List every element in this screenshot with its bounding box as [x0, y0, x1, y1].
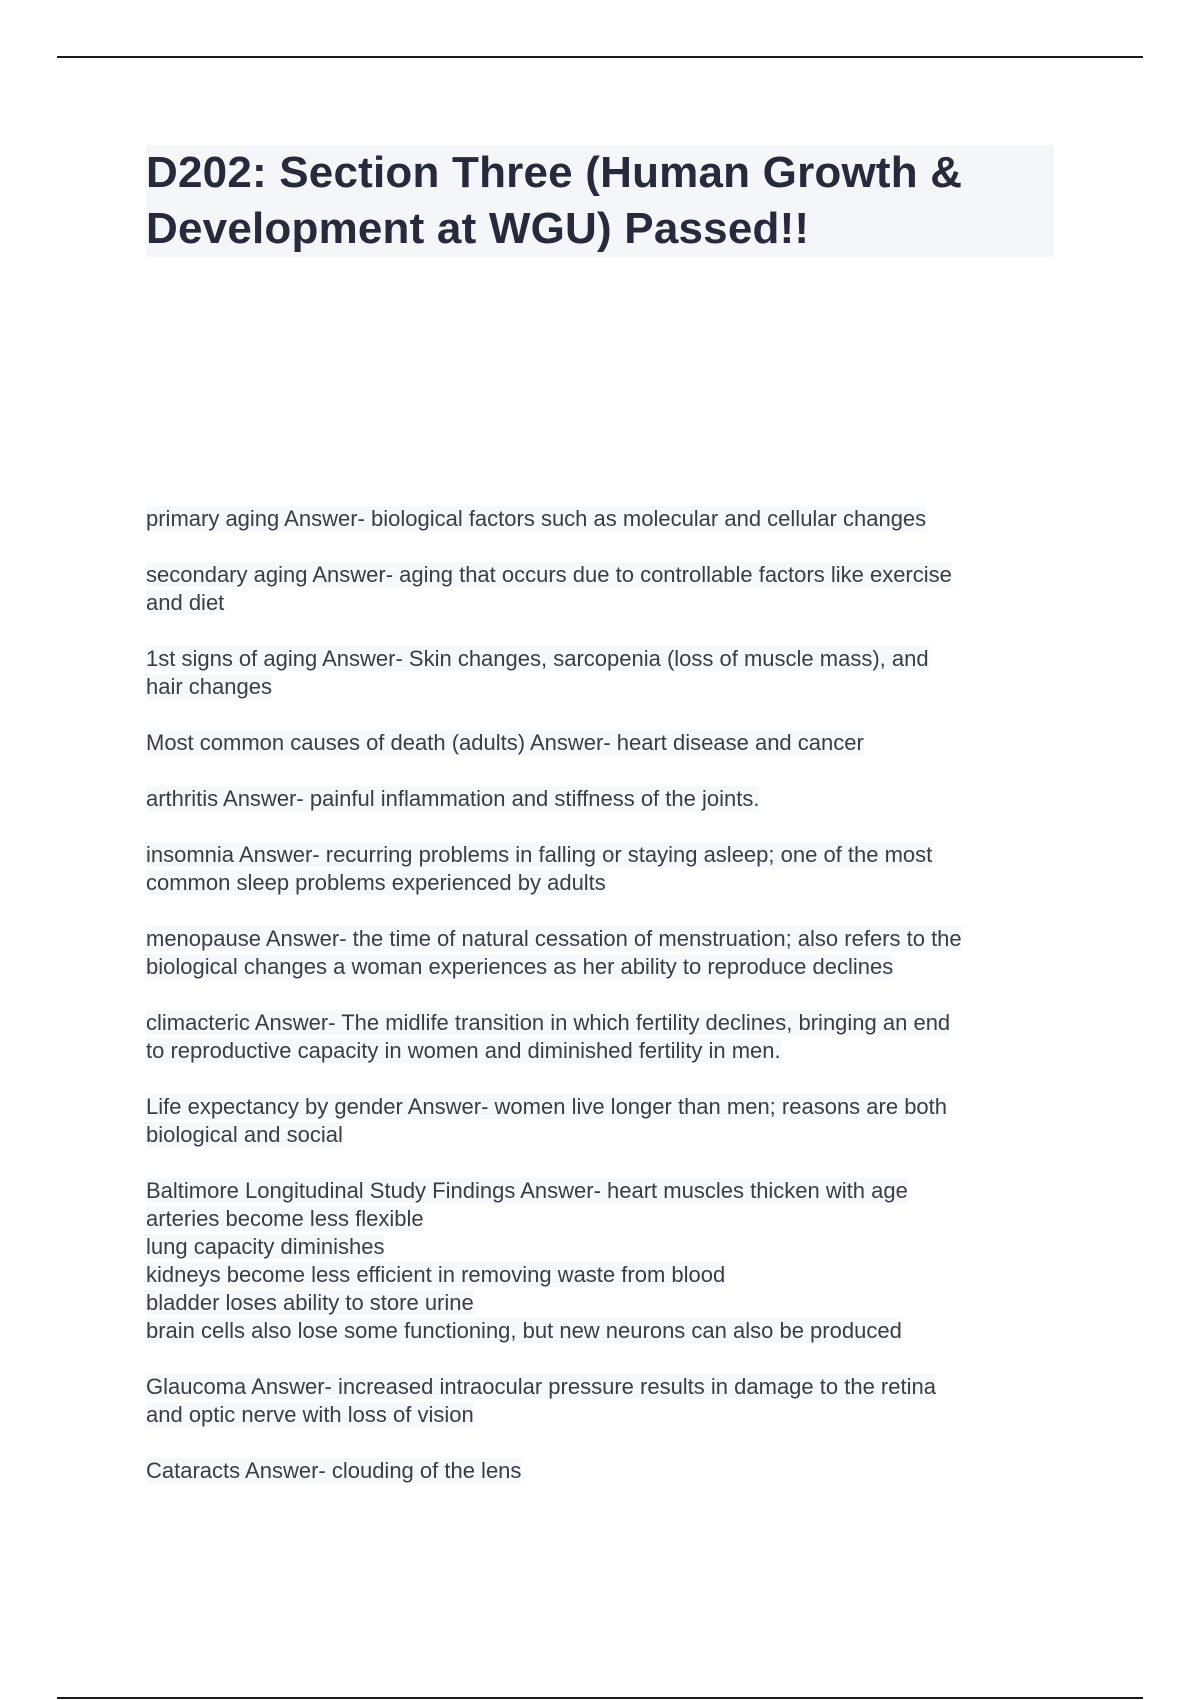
qa-entry-baltimore-study: [146, 1177, 1066, 1345]
qa-entry-primary-aging: [146, 505, 1066, 533]
qa-text: Cataracts Answer- clouding of the lens: [146, 1458, 522, 1483]
qa-entry-menopause: [146, 925, 1066, 981]
qa-text: Glaucoma Answer- increased intraocular pressure results in damage to the retina and optic nerve with loss of vision: [146, 1374, 936, 1427]
qa-entry-secondary-aging: [146, 561, 1066, 617]
qa-text: menopause Answer- the time of natural cessation of menstruation; also refers to the biological changes a woman experiences as her ability to reproduce declines: [146, 926, 962, 979]
qa-text: Life expectancy by gender Answer- women live longer than men; reasons are both biological and social: [146, 1094, 948, 1147]
qa-text: Most common causes of death (adults) Answer- heart disease and cancer: [146, 730, 864, 755]
qa-entry-climacteric: [146, 1009, 1066, 1065]
qa-text: secondary aging Answer- aging that occurs due to controllable factors like exercise and diet: [146, 562, 952, 615]
qa-text: 1st signs of aging Answer- Skin changes, sarcopenia (loss of muscle mass), and hair changes: [146, 646, 929, 699]
qa-text: primary aging Answer- biological factors such as molecular and cellular changes: [146, 506, 927, 531]
page-title: D202: Section Three (Human Growth & Development at WGU) Passed!!: [146, 148, 963, 253]
qa-entry-life-expectancy: [146, 1093, 1066, 1149]
qa-text: insomnia Answer- recurring problems in falling or staying asleep; one of the most common sleep problems experienced by adults: [146, 842, 933, 895]
qa-text: climacteric Answer- The midlife transition in which fertility declines, bringing an end to reproductive capacity in women and diminished fertility in men.: [146, 1010, 951, 1063]
qa-entry-causes-of-death: [146, 729, 1066, 757]
qa-entry-glaucoma: [146, 1373, 1066, 1429]
qa-entry-insomnia: [146, 841, 1066, 897]
qa-list: [146, 505, 1066, 1513]
qa-text: arthritis Answer- painful inflammation and stiffness of the joints.: [146, 786, 760, 811]
title-block: [146, 145, 1054, 257]
bottom-divider: [57, 1697, 1143, 1699]
qa-entry-cataracts: [146, 1457, 1066, 1485]
qa-entry-arthritis: [146, 785, 1066, 813]
top-divider: [57, 56, 1143, 58]
qa-text: Baltimore Longitudinal Study Findings Answer- heart muscles thicken with age arteries become less flexible lung capacity diminishes kidneys become less efficient in removing waste from blood bladder loses ability to store urine brain cells also lose some functioning, but new neurons can also be produced: [146, 1178, 908, 1343]
qa-entry-first-signs-of-aging: [146, 645, 1066, 701]
